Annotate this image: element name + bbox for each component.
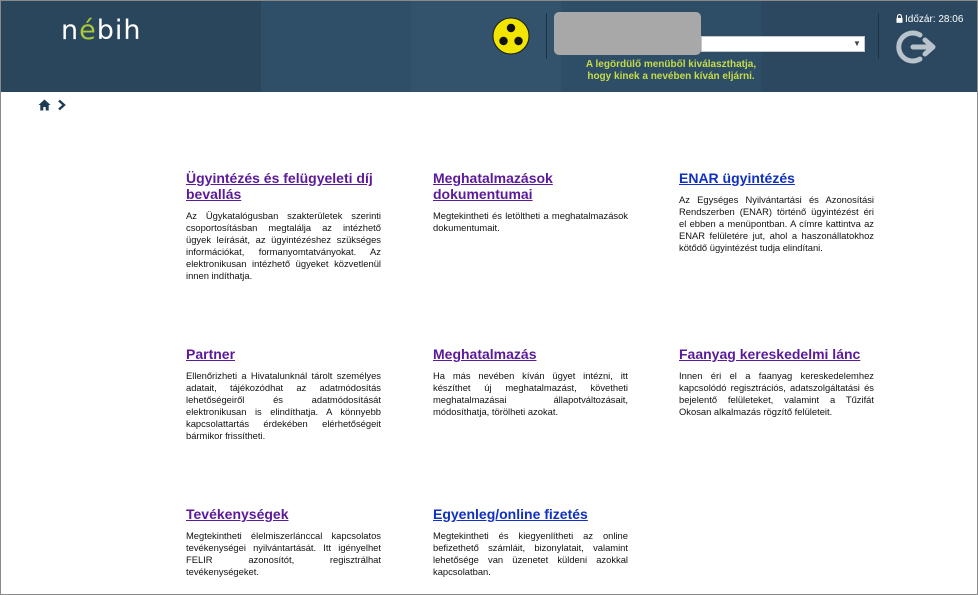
accessibility-icon[interactable] — [492, 17, 530, 55]
card-description: Ellenőrizheti a Hivatalunknál tárolt személyes adatait, tájékozódhat az adatmódosítás lehetőségeiről és adatmódosítását elektronikusan is elindíthatja. A könnyebb kapcsolattartás érdekében elérhetőségeit bármikor frissítheti. — [186, 370, 381, 441]
card-title-link[interactable]: Meghatalmazások dokumentumai — [433, 170, 553, 202]
card-partner — [186, 346, 381, 442]
card-description: Az Ügykatalógusban szakterületek szerinti csoportosításban megtalálja az intézhető ügyek leírását, az ügyintézéshez szükséges információkat, formanyomtatványokat. Az elektronikusan intézhető ügyeket közvetlenül innen indíthatja. — [186, 210, 381, 281]
card-description: Innen éri el a faanyag kereskedelemhez kapcsolódó regisztrációs, adatszolgáltatási és bejelentő felületeket, valamint a Tűzifát Okosan alkalmazás rögzítő felületeit. — [679, 370, 874, 417]
breadcrumb — [38, 99, 67, 113]
representation-hint: A legördülő menüből kiválaszthatja, hogy kinek a nevében kíván eljárni. — [585, 59, 757, 82]
representation-select[interactable] — [701, 36, 865, 52]
card-title-link[interactable]: ENAR ügyintézés — [679, 170, 795, 186]
card-meghatalmazas — [433, 346, 628, 418]
header — [1, 1, 977, 92]
lock-icon — [896, 14, 903, 23]
card-title-link[interactable]: Partner — [186, 346, 236, 362]
chevron-right-icon — [57, 99, 67, 111]
card-title-link[interactable]: Ügyintézés és felügyeleti díj bevallás — [186, 170, 373, 202]
card-title-link[interactable]: Egyenleg/online fizetés — [433, 506, 588, 522]
session-timer: Időzár: 28:06 — [896, 14, 963, 25]
card-egyenleg — [433, 506, 628, 578]
card-title-link[interactable]: Tevékenységek — [186, 506, 289, 522]
card-faanyag — [679, 346, 874, 418]
card-meghatalmazasok-dokumentumai — [433, 170, 628, 234]
card-enar — [679, 170, 874, 254]
card-title-link[interactable]: Meghatalmazás — [433, 346, 537, 362]
logout-icon[interactable] — [896, 29, 938, 65]
nebih-logo[interactable]: nébih — [61, 15, 142, 46]
divider — [878, 13, 879, 59]
home-icon[interactable] — [38, 99, 51, 111]
card-tevekenysegek — [186, 506, 381, 578]
card-description: Ha más nevében kíván ügyet intézni, itt készíthet új meghatalmazást, követheti meghatalmazásai állapotváltozásait, módosíthatja, törölheti azokat. — [433, 370, 628, 417]
chevron-down-icon: ▼ — [853, 39, 861, 48]
card-description: Megtekintheti élelmiszerlánccal kapcsolatos tevékenységei nyilvántartását. Itt igényelhet FELIR azonosítót, regisztrálhat tevékenységeket. — [186, 530, 381, 577]
card-description: Megtekintheti és kiegyenlítheti az online befizethető számláit, bizonylatait, valamint lehetősége van üzenetet küldeni azokkal kapcsolatban. — [433, 530, 628, 577]
card-ugyintezes — [186, 170, 381, 282]
card-title-link[interactable]: Faanyag kereskedelmi lánc — [679, 346, 861, 362]
user-name-box — [554, 12, 701, 55]
divider — [546, 13, 547, 59]
card-description: Az Egységes Nyilvántartási és Azonosítási Rendszerben (ENAR) történő ügyintézést éri el ebben a menüpontban. A címre kattintva az ENAR felületére jut, ahol a haszonállatokhoz kötődő ügyintézést tudja elindítani. — [679, 194, 874, 253]
card-description: Megtekintheti és letöltheti a meghatalmazások dokumentumait. — [433, 210, 628, 233]
